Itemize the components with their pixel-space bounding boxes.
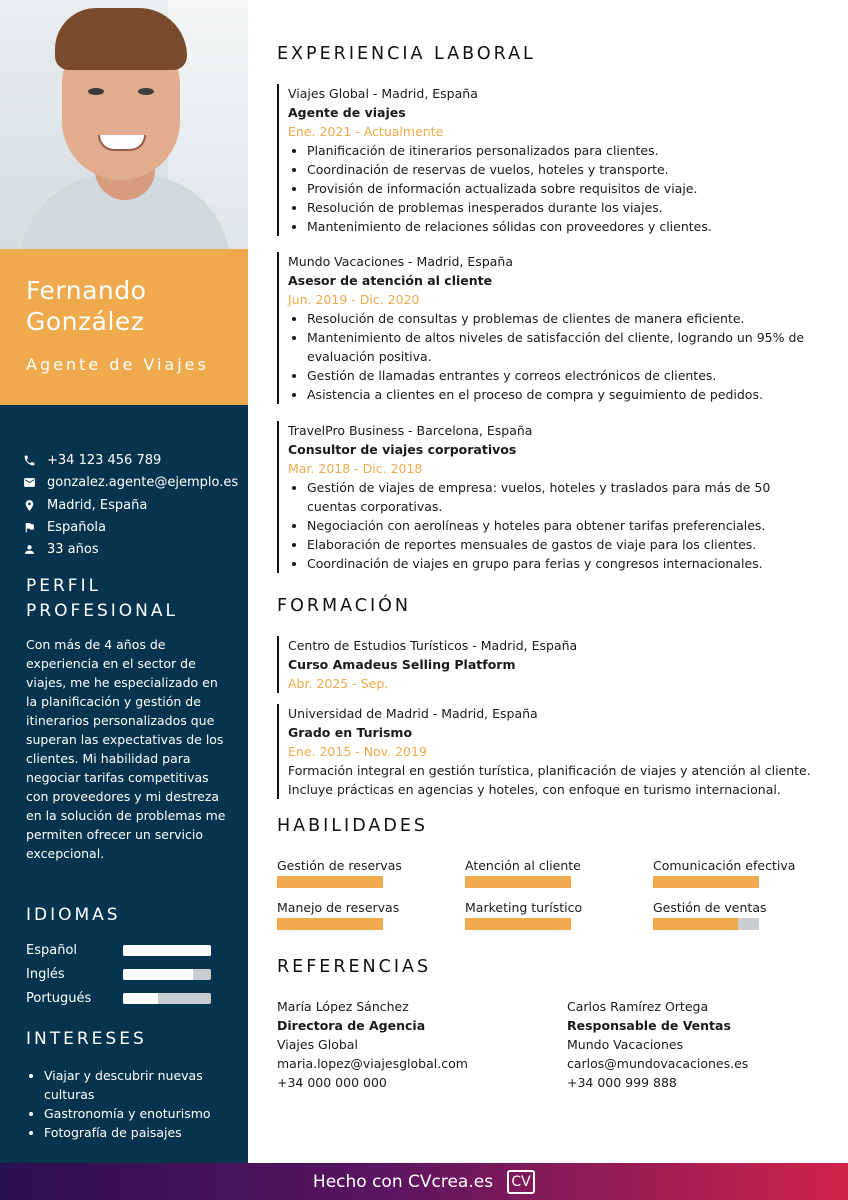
bullet-item: • Coordinación de viajes en grupo para ferias y congresos internacionales.: [307, 554, 822, 573]
bullet-item: • Gestión de viajes de empresa: vuelos, hoteles y traslados para más de 50 cuentas corporativas.: [307, 478, 822, 516]
bullet-list: [307, 478, 822, 573]
footer-text: Hecho con CVcrea.es: [312, 1171, 494, 1192]
skill-name: Gestión de ventas: [653, 900, 767, 915]
bullet-item: • Asistencia a clientes en el proceso de compra y seguimiento de pedidos.: [307, 385, 822, 404]
reference-name: María López Sánchez: [277, 999, 409, 1014]
bullet-item: • Planificación de itinerarios personalizados para clientes.: [307, 141, 822, 160]
cv-logo-icon: CV: [507, 1170, 535, 1194]
reference-email: maria.lopez@viajesglobal.com: [277, 1056, 468, 1071]
job-title: Consultor de viajes corporativos: [288, 442, 517, 457]
contact-phone: [22, 450, 242, 471]
language-level-bar: [123, 969, 211, 980]
languages-heading: IDIOMAS: [26, 905, 121, 925]
interest-item: • Viajar y descubrir nuevas culturas: [44, 1066, 226, 1104]
skill-item: [465, 857, 635, 888]
reference-email: carlos@mundovacaciones.es: [567, 1056, 749, 1071]
contact-text: Española: [47, 519, 106, 535]
full-name: Fernando González: [26, 276, 147, 336]
contact-text: +34 123 456 789: [47, 453, 162, 468]
education-entry: [277, 704, 822, 799]
language-item: [26, 938, 216, 962]
skill-item: [465, 899, 635, 930]
bullet-item: • Mantenimiento de altos niveles de satisfacción del cliente, logrando un 95% de evaluación positiva.: [307, 328, 822, 366]
interest-item: • Gastronomía y enoturismo: [44, 1104, 226, 1123]
bullet-list: [307, 141, 822, 236]
contact-location: [22, 495, 242, 516]
skill-item: [653, 857, 823, 888]
person-icon: [22, 543, 36, 557]
contact-text: Madrid, España: [47, 497, 148, 513]
skill-name: Comunicación efectiva: [653, 858, 796, 873]
reference-company: Mundo Vacaciones: [567, 1037, 684, 1052]
contact-email: [22, 472, 242, 493]
skill-item: [277, 857, 447, 888]
contact-text: gonzalez.agente@ejemplo.es: [47, 475, 239, 491]
date-range: Jun. 2019 - Dic. 2020: [288, 292, 420, 307]
experience-entry: [277, 84, 822, 236]
reference-item: [277, 997, 547, 1092]
date-range: Ene. 2021 - Actualmente: [288, 124, 444, 139]
skill-level-bar: [465, 876, 571, 888]
contact-list: [22, 450, 242, 561]
company: Viajes Global - Madrid, España: [288, 86, 478, 101]
skill-level-bar: [653, 918, 759, 930]
skill-item: [277, 899, 447, 930]
bullet-item: • Coordinación de reservas de vuelos, hoteles y transporte.: [307, 160, 822, 179]
language-level-bar: [123, 993, 211, 1004]
experience-heading: EXPERIENCIA LABORAL: [277, 44, 536, 64]
skill-level-bar: [465, 918, 571, 930]
skill-name: Manejo de reservas: [277, 900, 400, 915]
course-title: Curso Amadeus Selling Platform: [288, 657, 516, 672]
interest-item: • Fotografía de paisajes: [44, 1123, 226, 1142]
job-role: Agente de Viajes: [26, 355, 209, 374]
phone-icon: [22, 454, 36, 468]
company: Mundo Vacaciones - Madrid, España: [288, 254, 513, 269]
interests-heading: INTERESES: [26, 1029, 147, 1049]
skill-name: Atención al cliente: [465, 858, 581, 873]
bullet-item: • Mantenimiento de relaciones sólidas con proveedores y clientes.: [307, 217, 822, 236]
skill-level-bar: [653, 876, 759, 888]
education-description: Formación integral en gestión turística, planificación de viajes y atención al cliente. Incluye prácticas en agencias y hoteles, con enfoque en turismo internacional.: [288, 763, 811, 797]
bullet-item: • Negociación con aerolíneas y hoteles para obtener tarifas preferenciales.: [307, 516, 822, 535]
date-range: Mar. 2018 - Dic. 2018: [288, 461, 423, 476]
bullet-item: • Provisión de información actualizada sobre requisitos de viaje.: [307, 179, 822, 198]
reference-phone: +34 000 999 888: [567, 1075, 677, 1090]
reference-company: Viajes Global: [277, 1037, 358, 1052]
education-heading: FORMACIÓN: [277, 596, 412, 616]
language-item: [26, 962, 216, 986]
institution: Universidad de Madrid - Madrid, España: [288, 706, 538, 721]
profile-heading: PERFIL PROFESIONAL: [26, 576, 178, 621]
language-name: Portugués: [26, 990, 92, 1006]
bullet-item: • Resolución de consultas y problemas de clientes de manera eficiente.: [307, 309, 822, 328]
institution: Centro de Estudios Turísticos - Madrid, España: [288, 638, 578, 653]
job-title: Asesor de atención al cliente: [288, 273, 493, 288]
contact-text: 33 años: [47, 542, 99, 558]
references-heading: REFERENCIAS: [277, 957, 432, 977]
profile-photo: [0, 0, 248, 249]
reference-name: Carlos Ramírez Ortega: [567, 999, 709, 1014]
course-title: Grado en Turismo: [288, 725, 413, 740]
company: TravelPro Business - Barcelona, España: [288, 423, 533, 438]
job-title: Agente de viajes: [288, 105, 406, 120]
skill-level-bar: [277, 876, 383, 888]
interests-list: [26, 1066, 226, 1142]
name-box: [0, 249, 248, 405]
date-range: Abr. 2025 - Sep.: [288, 676, 389, 691]
language-name: Español: [26, 942, 78, 958]
skill-name: Gestión de reservas: [277, 858, 402, 873]
language-name: Inglés: [26, 966, 65, 982]
reference-title: Responsable de Ventas: [567, 1018, 731, 1033]
experience-entry: [277, 252, 822, 404]
languages-list: [26, 938, 216, 1010]
bullet-list: [307, 309, 822, 404]
language-item: [26, 986, 216, 1010]
language-level-bar: [123, 945, 211, 956]
reference-phone: +34 000 000 000: [277, 1075, 387, 1090]
sidebar: [0, 0, 248, 1163]
reference-item: [567, 997, 837, 1092]
location-icon: [22, 498, 36, 512]
bullet-item: • Resolución de problemas inesperados durante los viajes.: [307, 198, 822, 217]
bullet-item: • Gestión de llamadas entrantes y correos electrónicos de clientes.: [307, 366, 822, 385]
reference-title: Directora de Agencia: [277, 1018, 426, 1033]
contact-nationality: [22, 517, 242, 538]
contact-age: [22, 539, 242, 560]
flag-icon: [22, 520, 36, 534]
skill-name: Marketing turístico: [465, 900, 583, 915]
footer-banner[interactable]: [0, 1163, 848, 1200]
profile-text: Con más de 4 años de experiencia en el sector de viajes, me he especializado en la planificación y gestión de itinerarios personalizados que superan las expectativas de los clientes. Mi habilidad para negociar tarifas competitivas con proveedores y mi destreza en la solución de problemas me permiten ofrecer un servicio excepcional.: [26, 637, 226, 861]
skills-heading: HABILIDADES: [277, 816, 428, 836]
bullet-item: • Elaboración de reportes mensuales de gastos de viaje para los clientes.: [307, 535, 822, 554]
date-range: Ene. 2015 - Nov. 2019: [288, 744, 427, 759]
skill-level-bar: [277, 918, 383, 930]
skill-item: [653, 899, 823, 930]
email-icon: [22, 476, 36, 490]
experience-entry: [277, 421, 822, 573]
education-entry: [277, 636, 822, 693]
